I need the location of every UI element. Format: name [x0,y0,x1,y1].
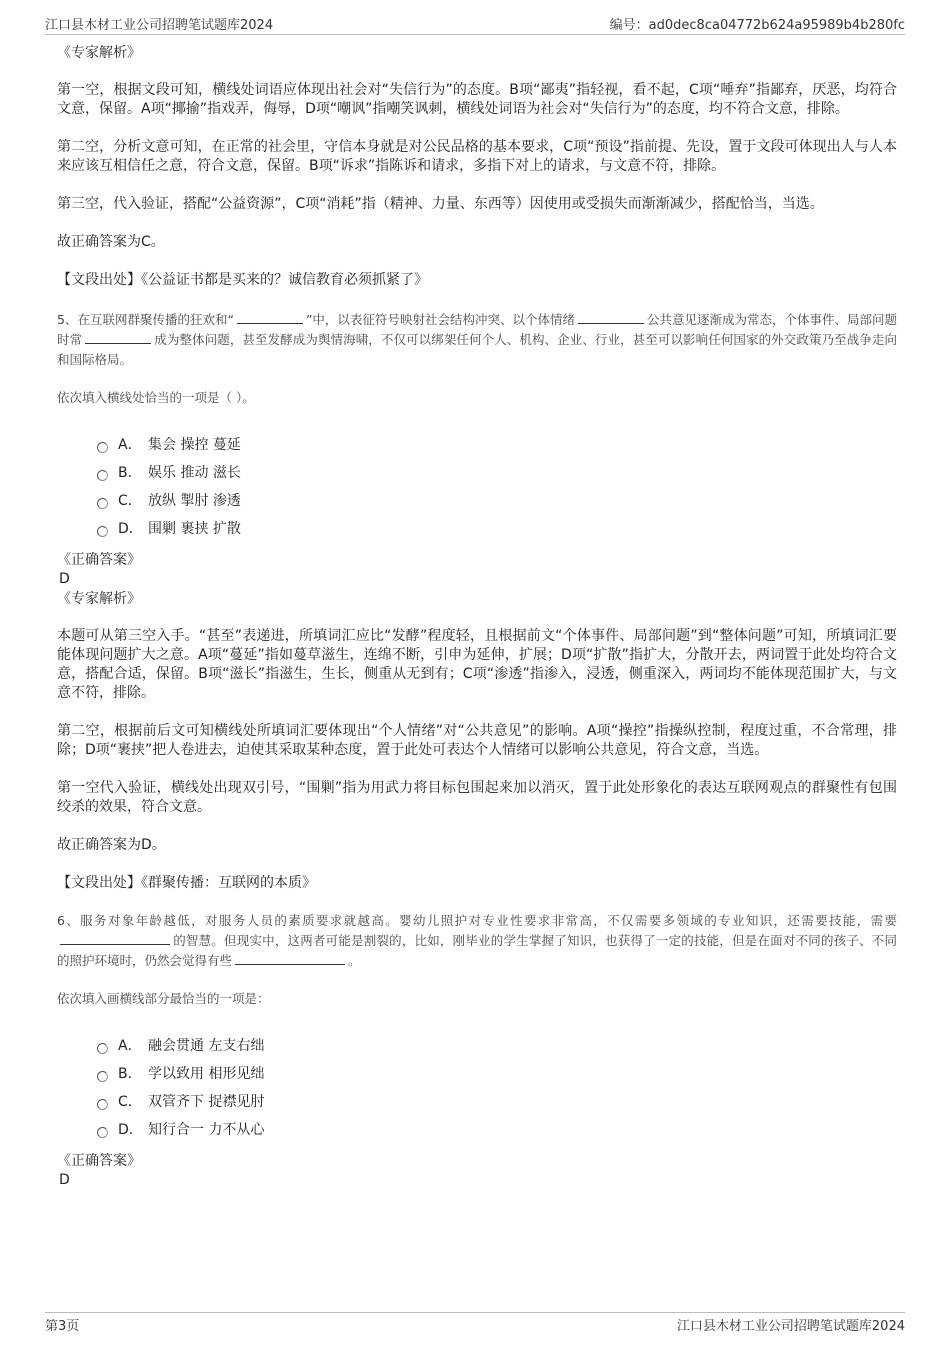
q5-analysis-label: 《专家解析》 [57,591,141,607]
radio-icon[interactable] [97,498,108,509]
option-letter: B． [118,464,142,481]
page-content [57,44,897,1191]
option-letter: A． [118,436,142,453]
q5-option-d[interactable] [97,515,897,543]
radio-icon[interactable] [97,1127,108,1138]
option-text: 围剿 裹挟 扩散 [148,520,241,537]
q6-option-b[interactable] [97,1060,897,1088]
q6-blank-1 [60,932,170,945]
q5-stem-part-1: 5、在互联网群聚传播的狂欢和“ [57,312,234,327]
q5-option-c[interactable] [97,487,897,515]
q4-source: 【文段出处】《公益证书都是买来的？诚信教育必须抓紧了》 [57,272,428,288]
option-letter: C． [118,1093,142,1110]
radio-icon[interactable] [97,526,108,537]
q5-stem [57,310,897,370]
page-number: 第3页 [45,1319,80,1334]
q4-analysis-para-3: 第三空，代入验证，搭配“公益资源”，C项“消耗”指（精神、力量、东西等）因使用或受损失而渐渐减少，搭配恰当，当选。 [57,196,824,212]
option-letter: D． [118,1121,143,1138]
page-header [45,14,905,35]
radio-icon[interactable] [97,470,108,481]
q5-answer-label: 《正确答案》 [57,552,141,568]
header-doc-id: 编号：ad0dec8ca04772b624a95989b4b280fc [609,18,905,33]
q6-stem [57,911,897,971]
q5-answer-statement: 故正确答案为D。 [57,837,166,853]
option-text: 学以致用 相形见绌 [148,1065,265,1082]
page-footer [45,1312,905,1337]
option-text: 娱乐 推动 滋长 [148,464,241,481]
option-letter: C． [118,492,142,509]
q5-blank-3 [85,331,151,344]
q6-options [97,1032,897,1144]
radio-icon[interactable] [97,442,108,453]
q6-answer-label: 《正确答案》 [57,1153,141,1169]
q5-analysis-para-3: 第一空代入验证，横线处出现双引号，“围剿”指为用武力将目标包围起来加以消灭，置于此处形象化的表达互联网观点的群聚性有包围绞杀的效果，符合文意。 [57,780,897,815]
q5-blank-2 [578,311,644,324]
q4-analysis-para-1: 第一空，根据文段可知，横线处词语应体现出社会对“失信行为”的态度。B项“鄙夷”指轻视，看不起，C项“唾弃”指鄙弃，厌恶，均符合文意，保留。A项“揶揄”指戏弄，侮辱，D项“嘲讽”指嘲笑讽刺，横线处词语为社会对“失信行为”的态度，均不符合文意，排除。 [57,82,897,117]
q5-analysis-para-2: 第二空，根据前后文可知横线处所填词汇要体现出“个人情绪”对“公共意见”的影响。A项“操控”指操纵控制，程度过重，不合常理，排除；D项“裹挟”把人卷进去，迫使其采取某种态度，置于此处可表达个人情绪可以影响公共意见，符合文意，当选。 [57,723,897,758]
q5-option-b[interactable] [97,459,897,487]
q6-stem-part-2: 的智慧。但现实中，这两者可能是割裂的，比如，刚毕业的学生掌握了知识，也获得了一定的技能，但是在面对不同的孩子、不同的照护环境时，仍然会觉得有些 [57,933,897,968]
q5-prompt: 依次填入横线处恰当的一项是（ ）。 [57,390,255,405]
q5-stem-part-3: 公共意见逐渐成为常态，个体事件、局部问题时常 [57,312,897,347]
q6-answer: D [59,1172,70,1188]
q5-source: 【文段出处】《群聚传播：互联网的本质》 [57,875,316,891]
option-letter: A． [118,1037,142,1054]
footer-title: 江口县木材工业公司招聘笔试题库2024 [676,1319,905,1334]
option-text: 集会 操控 蔓延 [148,436,241,453]
option-text: 双管齐下 捉襟见肘 [148,1093,265,1110]
radio-icon[interactable] [97,1071,108,1082]
q5-answer: D [59,571,70,587]
radio-icon[interactable] [97,1099,108,1110]
q4-answer-statement: 故正确答案为C。 [57,234,165,250]
q6-option-c[interactable] [97,1088,897,1116]
q6-blank-2 [235,952,345,965]
q4-analysis-label: 《专家解析》 [57,45,141,61]
header-title: 江口县木材工业公司招聘笔试题库2024 [45,18,274,33]
q6-stem-part-3: 。 [348,953,361,968]
q6-option-d[interactable] [97,1116,897,1144]
q6-stem-part-1: 6、服务对象年龄越低，对服务人员的素质要求就越高。婴幼儿照护对专业性要求非常高，不仅需要多领域的专业知识，还需要技能，需要 [57,913,897,928]
option-text: 放纵 掣肘 渗透 [148,492,241,509]
q5-blank-1 [237,311,303,324]
q5-stem-part-4: 成为整体问题，甚至发酵成为舆情海啸，不仅可以绑架任何个人、机构、企业、行业，甚至可以影响任何国家的外交政策乃至战争走向和国际格局。 [57,332,897,367]
q5-options [97,431,897,543]
option-letter: B． [118,1065,142,1082]
q4-analysis-para-2: 第二空，分析文意可知，在正常的社会里，守信本身就是对公民品格的基本要求，C项“预设”指前提、先设，置于文段可体现出人与人本来应该互相信任之意，符合文意，保留。B项“诉求”指陈诉和请求，多指下对上的请求，与文意不符，排除。 [57,139,897,174]
option-letter: D． [118,520,143,537]
q5-analysis-para-1: 本题可从第三空入手。“甚至”表递进，所填词汇应比“发酵”程度轻，且根据前文“个体事件、局部问题”到“整体问题”可知，所填词汇要能体现问题扩大之意。A项“蔓延”指如蔓草滋生，连绵不断，引申为延伸，扩展；D项“扩散”指扩大，分散开去，两词置于此处均符合文意，搭配合适，保留。B项“滋长”指滋生，生长，侧重从无到有；C项“渗透”指渗入，浸透，侧重深入，两词均不能体现范围扩大，与文意不符，排除。 [57,628,897,701]
q5-option-a[interactable] [97,431,897,459]
q6-prompt: 依次填入画横线部分最恰当的一项是： [57,991,270,1006]
q5-stem-part-2: ”中，以表征符号映射社会结构冲突、以个体情绪 [305,312,575,327]
radio-icon[interactable] [97,1043,108,1054]
option-text: 融会贯通 左支右绌 [148,1037,265,1054]
q6-option-a[interactable] [97,1032,897,1060]
option-text: 知行合一 力不从心 [148,1121,265,1138]
